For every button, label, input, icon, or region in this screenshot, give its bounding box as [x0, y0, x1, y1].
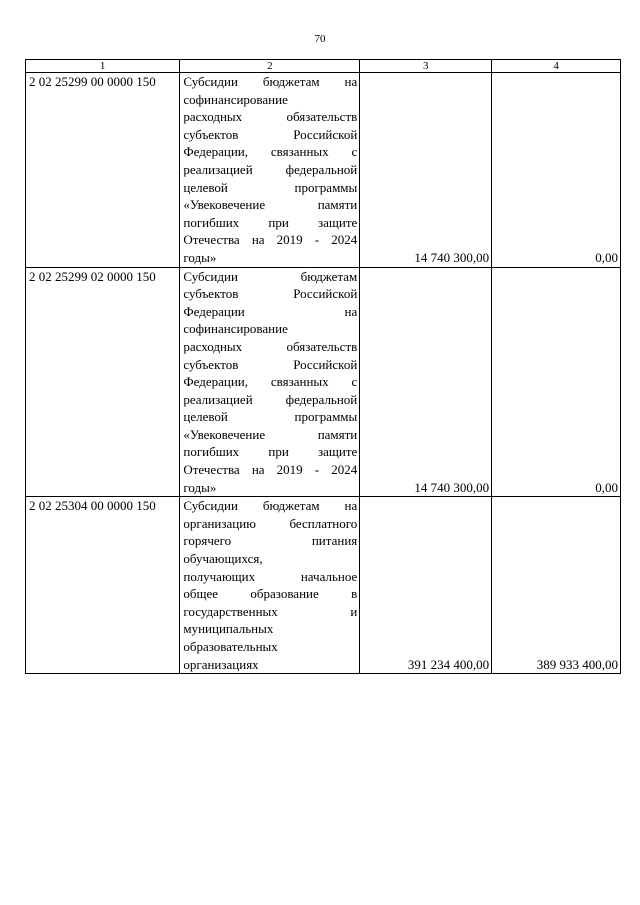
description-line: Субсидии бюджетам — [183, 268, 358, 284]
table-row — [26, 267, 621, 497]
description-line: субъектов Российской — [183, 356, 358, 372]
description-line: организацию бесплатного — [183, 515, 358, 531]
description-line: Федерации на — [183, 303, 358, 319]
description-line: целевой программы — [183, 179, 358, 195]
description-line: организациях — [183, 656, 259, 672]
description-line: целевой программы — [183, 409, 358, 425]
description-line: получающих начальное — [183, 568, 358, 584]
description-line: расходных обязательств — [183, 109, 358, 125]
budget-code-cell: 2 02 25299 02 0000 150 — [26, 267, 180, 497]
description-line: горячего питания — [183, 533, 358, 549]
description-line: Федерации, связанных с — [183, 144, 358, 160]
description-line: погибших при защите — [183, 214, 358, 230]
column-header-4: 4 — [492, 60, 621, 73]
description-cell — [180, 73, 360, 268]
budget-table — [25, 59, 621, 674]
description-line: субъектов Российской — [183, 126, 358, 142]
description-line: реализацией федеральной — [183, 391, 358, 407]
description-line: годы» — [183, 479, 217, 495]
description-line: Федерации, связанных с — [183, 374, 358, 390]
description-line: Отечества на 2019 - 2024 — [183, 462, 358, 478]
column-header-3: 3 — [360, 60, 492, 73]
description-line: общее образование в — [183, 586, 358, 602]
description-line: муниципальных — [183, 621, 274, 637]
description-line: расходных обязательств — [183, 338, 358, 354]
description-line: софинансирование — [183, 321, 288, 337]
description-cell — [180, 497, 360, 674]
description-line: субъектов Российской — [183, 286, 358, 302]
description-line: погибших при защите — [183, 444, 358, 460]
table-row — [26, 73, 621, 268]
column-header-1: 1 — [26, 60, 180, 73]
header-row — [26, 60, 621, 73]
description-line: образовательных — [183, 639, 278, 654]
description-line: государственных и — [183, 603, 358, 619]
description-line: «Увековечение памяти — [183, 197, 358, 213]
amount-column-3-cell: 391 234 400,00 — [360, 497, 492, 674]
description-line: годы» — [183, 249, 217, 265]
budget-code-cell: 2 02 25304 00 0000 150 — [26, 497, 180, 674]
description-line: обучающихся, — [183, 551, 263, 567]
description-line: софинансирование — [183, 91, 288, 107]
page-number: 70 — [314, 33, 326, 45]
description-line: Отечества на 2019 - 2024 — [183, 232, 358, 248]
description-line: Субсидии бюджетам на — [183, 74, 358, 89]
description-line: реализацией федеральной — [183, 161, 358, 177]
amount-column-3-cell: 14 740 300,00 — [360, 73, 492, 268]
amount-column-3-cell: 14 740 300,00 — [360, 267, 492, 497]
budget-code-cell: 2 02 25299 00 0000 150 — [26, 73, 180, 268]
column-header-2: 2 — [180, 60, 360, 73]
amount-column-4-cell: 389 933 400,00 — [492, 497, 621, 674]
amount-column-4-cell: 0,00 — [492, 73, 621, 268]
table-row — [26, 497, 621, 674]
description-cell — [180, 267, 360, 497]
description-line: Субсидии бюджетам на — [183, 498, 358, 514]
amount-column-4-cell: 0,00 — [492, 267, 621, 497]
table-body — [26, 73, 621, 674]
description-line: «Увековечение памяти — [183, 426, 358, 442]
